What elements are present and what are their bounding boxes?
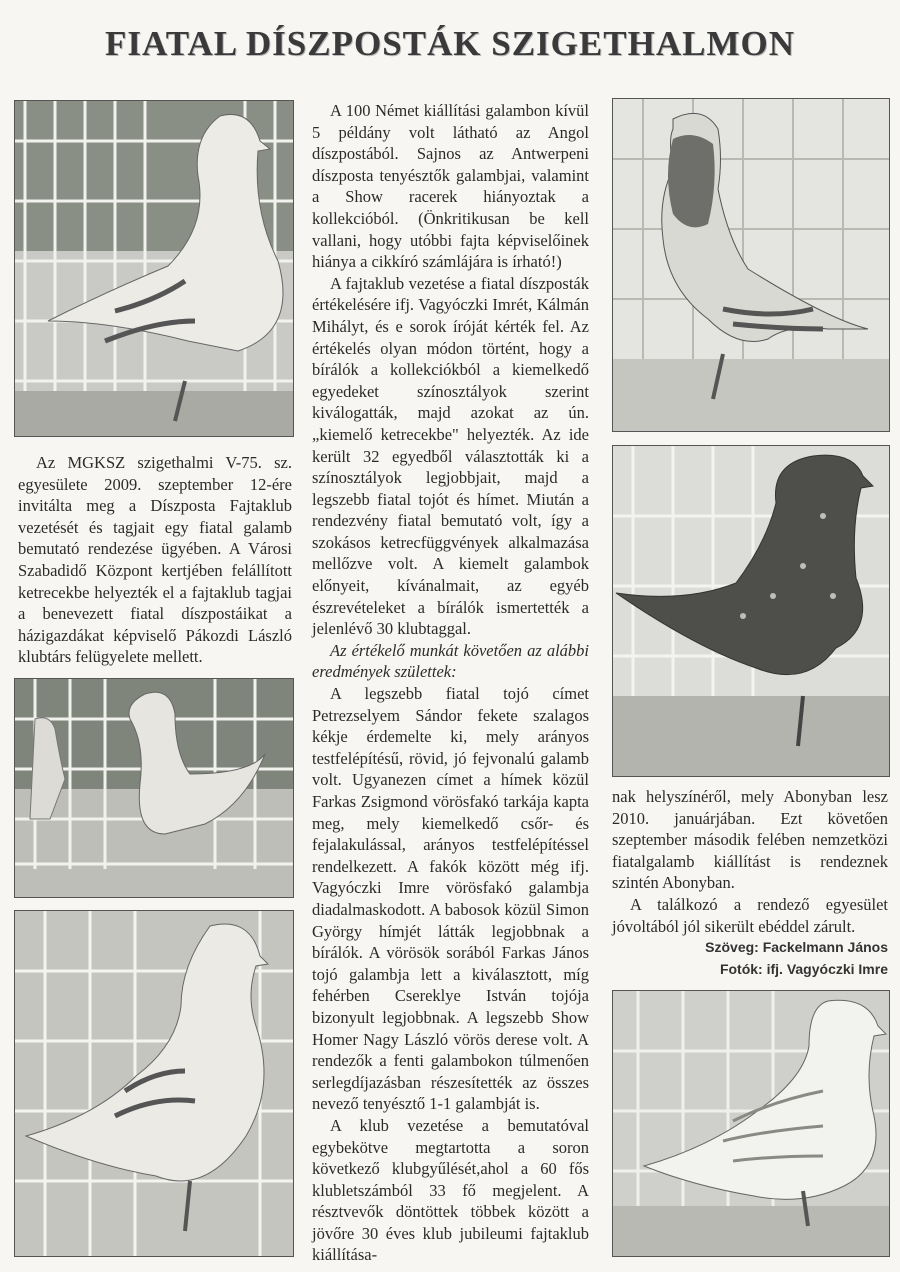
right-article-column	[612, 786, 888, 937]
intro-column	[18, 452, 292, 668]
article-paragraph-closing: A találkozó a rendező egyesület jóvoltából jól sikerült ebéddel zárult.	[612, 894, 888, 936]
text-credit: Szöveg: Fackelmann János	[705, 939, 888, 955]
article-paragraph-results-heading: Az értékelő munkát követően az alábbi eredmények születtek:	[312, 640, 589, 682]
article-paragraph-2: A fajtaklub vezetése a fiatal díszposták értékelésére ifj. Vagyóczki Imrét, Kálmán Mihályt, és e sorok íróját kérték fel. Az értékelés olyan módon történt, hogy a bírálók a kollekciókból a kiemelkedő egyedeket színosztályok szerint kiválogatták, majd azokat az ún. „kiemelő ketrecekbe" helyezték. Az ide került 32 egyedből választották ki a színosztályok legjobbjait, majd a legszebb fiatal tojót és hímet. Miután a rendezvény fiatal bemutató volt, így a szokásos ketrecfüggvények alkalmazása mellőzve volt. A kiemelt galambok előnyeit, kívánalmait, az egyéb észrevételeket a bírálók ismertették a jelenlévő 30 klubtaggal.	[312, 273, 589, 639]
intro-paragraph: Az MGKSZ szigethalmi V-75. sz. egyesülete 2009. szeptember 12-ére invitálta meg a Díszposta Fajtaklub vezetését és tagjait egy fiatal galamb bemutató rendezése ügyében. A Városi Szabadidő Központ kertjében felállított ketrecekbe helyezték el a fajtaklub tagjai a benevezett fiatal díszpostáikat a házigazdákat képviselő Pákozdi László klubtárs felügyelete mellett.	[18, 453, 292, 667]
pigeon-photo-2	[14, 678, 294, 898]
article-paragraph-1: A 100 Német kiállítási galambon kívül 5 példány volt látható az Angol díszpostából. Sajnos az Antwerpeni díszposta tenyésztők galambjai, valamint a Show racerek hiányoztak a kollekcióból. (Önkritikusan be kell vallani, hogy utóbbi fajta képviselőinek hiánya a cikkíró számlájára is írható!)	[312, 101, 589, 272]
pigeon-photo-3	[14, 910, 294, 1257]
photo-credit: Fotók: ifj. Vagyóczki Imre	[719, 961, 888, 977]
pigeon-photo-4	[612, 98, 890, 432]
pigeon-photo-1	[14, 100, 294, 437]
article-paragraph-club-meeting: A klub vezetése a bemutatóval egybekötve megtartotta a soron következő klubgyűlését,ahol a 60 fős klubletszámból 33 fő megjelent. A résztvevők döntöttek többek között a jövőre 30 éves klub jubileumi fajtaklub kiállítása-	[312, 1115, 589, 1265]
main-article-column	[312, 100, 589, 1266]
article-paragraph-continued: nak helyszínéről, mely Abonyban lesz 2010. januárjában. Ezt követően szeptember második felében nemzetközi fiatalgalamb kiállítást is rendeznek szintén Abonyban.	[612, 787, 888, 893]
pigeon-photo-6	[612, 990, 890, 1257]
page-title: FIATAL DÍSZPOSTÁK SZIGETHALMON	[105, 24, 795, 63]
pigeon-photo-5	[612, 445, 890, 777]
article-paragraph-results: A legszebb fiatal tojó címet Petrezselyem Sándor fekete szalagos kékje érdemelte ki, mely arányos testfelépítésű, rövid, jó fejvonalú galamb volt. Ugyanezen címet a hímek közül Farkas Zsigmond vörösfakó tarkája kapta meg, mely kiemelkedő csőr- és fejalakulással, arányos testfelépítéssel rendelkezett. A fakók között még ifj. Vagyóczki Imre vörösfakó galambja diadalmaskodott. A babosok közül Simon György hímjét látták legjobbnak a bírálók. A vörösök sorából Farkas János tojó galambja lett a kiválasztott, míg fehérben Csereklye István tojója bizonyult legjobbnak. A legszebb Show Homer Nagy László vörös derese volt. A rendezők a fenti galambokon túlmenően serlegdíjazásban részesítették az összes nevező tenyésztő 1-1 galambját is.	[312, 684, 589, 1114]
